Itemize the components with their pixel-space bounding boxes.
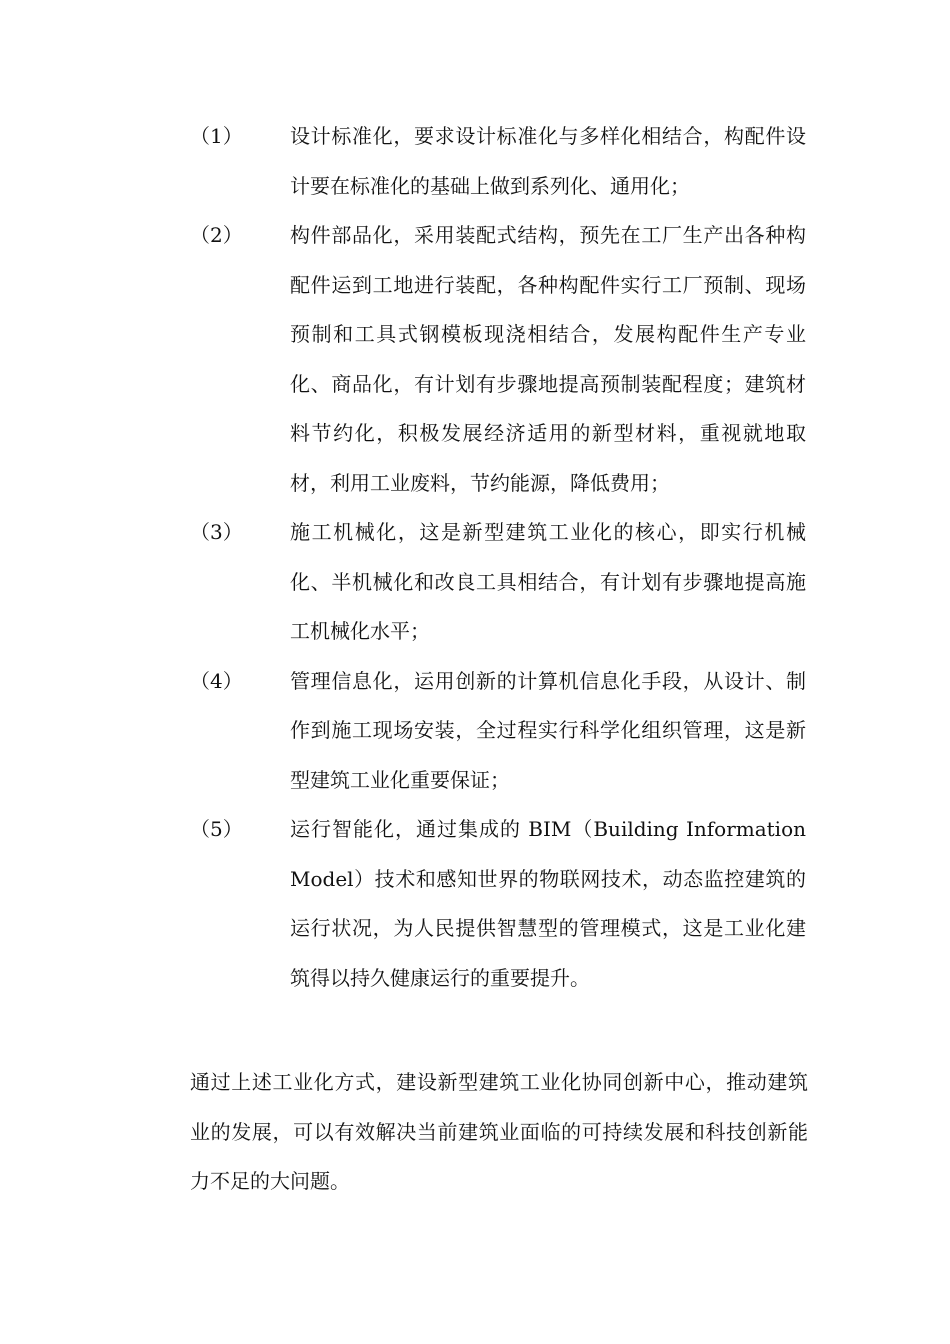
item-number: （2） bbox=[190, 223, 243, 247]
list-item bbox=[190, 211, 810, 508]
item-number: （5） bbox=[190, 817, 243, 841]
item-number: （3） bbox=[190, 520, 243, 544]
list-item bbox=[190, 112, 810, 211]
list-item bbox=[190, 805, 810, 1003]
item-text: 设计标准化，要求设计标准化与多样化相结合，构配件设计要在标准化的基础上做到系列化、通用化； bbox=[290, 124, 806, 198]
item-text: 构件部品化，采用装配式结构，预先在工厂生产出各种构配件运到工地进行装配，各种构配件实行工厂预制、现场预制和工具式钢模板现浇相结合，发展构配件生产专业化、商品化，有计划有步骤地提高预制装配程度；建筑材料节约化，积极发展经济适用的新型材料，重视就地取材，利用工业废料，节约能源，降低费用； bbox=[290, 223, 806, 495]
item-number: （1） bbox=[190, 124, 243, 148]
numbered-list bbox=[190, 112, 810, 1003]
list-item bbox=[190, 657, 810, 806]
conclusion-paragraph: 通过上述工业化方式，建设新型建筑工业化协同创新中心，推动建筑业的发展，可以有效解决当前建筑业面临的可持续发展和科技创新能力不足的大问题。 bbox=[190, 1070, 808, 1193]
item-text: 施工机械化，这是新型建筑工业化的核心，即实行机械化、半机械化和改良工具相结合，有计划有步骤地提高施工机械化水平； bbox=[290, 520, 806, 643]
item-text: 管理信息化，运用创新的计算机信息化手段，从设计、制作到施工现场安装，全过程实行科学化组织管理，这是新型建筑工业化重要保证； bbox=[290, 668, 806, 792]
list-item bbox=[190, 508, 810, 657]
item-number: （4） bbox=[190, 668, 243, 693]
item-text: 运行智能化，通过集成的 BIM（Building Information Model）技术和感知世界的物联网技术，动态监控建筑的运行状况，为人民提供智慧型的管理模式，这是工业化建筑得以持久健康运行的重要提升。 bbox=[290, 817, 806, 990]
